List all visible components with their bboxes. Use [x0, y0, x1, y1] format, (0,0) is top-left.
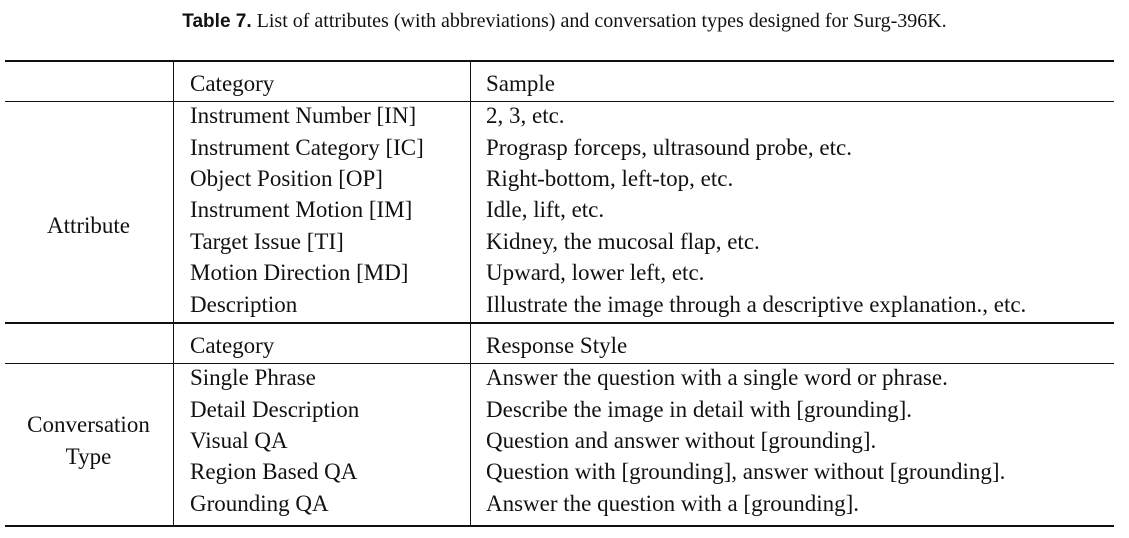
conversation-row-response-style: Describe the image in detail with [grounding]. — [486, 397, 913, 422]
attribute-row-sample: Right-bottom, left-top, etc. — [486, 166, 734, 191]
table-bottom-rule — [5, 525, 1114, 527]
conversation-row-response-style: Question with [grounding], answer without [grounding]. — [486, 459, 1006, 484]
conversation-row-response-style: Answer the question with a single word or phrase. — [486, 365, 948, 390]
conversation-row-response-style: Answer the question with a [grounding]. — [486, 491, 860, 516]
column-divider-2-bottom — [470, 324, 471, 525]
attribute-row-sample: Upward, lower left, etc. — [486, 260, 705, 285]
attribute-header-sample: Sample — [486, 71, 555, 96]
conversation-group-label-line2: Type — [65, 444, 112, 469]
conversation-row-response-style: Question and answer without [grounding]. — [486, 428, 877, 453]
attribute-row-category: Description — [190, 292, 298, 317]
attribute-row-category: Instrument Motion [IM] — [190, 197, 413, 222]
table-top-rule — [5, 60, 1114, 62]
conversation-header-category: Category — [190, 333, 275, 358]
conversation-row-category: Grounding QA — [190, 491, 329, 516]
attribute-row-sample: Idle, lift, etc. — [486, 197, 605, 222]
attribute-row-category: Target Issue [TI] — [190, 229, 344, 254]
table-caption-text: List of attributes (with abbreviations) and conversation types designed for Surg-396K. — [256, 10, 947, 32]
column-divider-1-top — [173, 62, 174, 322]
attribute-row-sample: Kidney, the mucosal flap, etc. — [486, 229, 760, 254]
attribute-header-category: Category — [190, 71, 275, 96]
conversation-header-response-style: Response Style — [486, 333, 628, 358]
attribute-row-category: Instrument Number [IN] — [190, 103, 417, 128]
conversation-row-category: Detail Description — [190, 397, 360, 422]
attribute-row-sample: Prograsp forceps, ultrasound probe, etc. — [486, 135, 852, 160]
table-caption-label: Table 7. — [182, 11, 252, 32]
attribute-row-category: Instrument Category [IC] — [190, 135, 424, 160]
section-divider-rule — [5, 322, 1114, 324]
attribute-row-sample: Illustrate the image through a descriptive explanation., etc. — [486, 292, 1027, 317]
attribute-row-category: Object Position [OP] — [190, 166, 383, 191]
conversation-row-category: Visual QA — [190, 428, 288, 453]
attribute-group-label: Attribute — [46, 213, 131, 238]
table-caption — [0, 8, 1129, 35]
conversation-group-label-line1: Conversation — [27, 412, 150, 437]
column-divider-1-bottom — [173, 324, 174, 525]
conversation-row-category: Single Phrase — [190, 365, 316, 390]
attribute-row-sample: 2, 3, etc. — [486, 103, 565, 128]
attribute-row-category: Motion Direction [MD] — [190, 260, 409, 285]
column-divider-2-top — [470, 62, 471, 322]
conversation-row-category: Region Based QA — [190, 459, 358, 484]
